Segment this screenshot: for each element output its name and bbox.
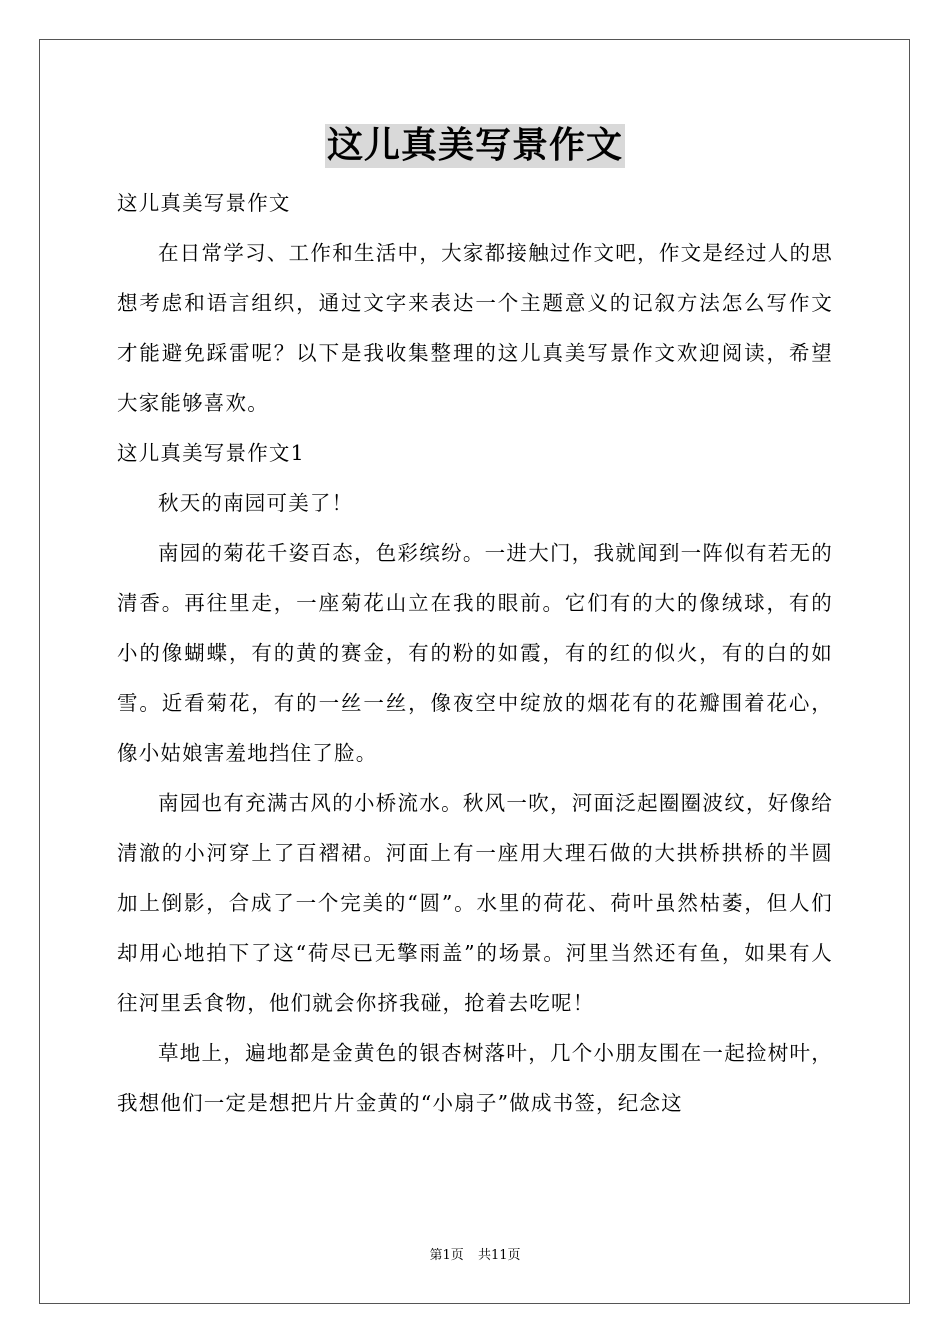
page-total: 共11页 xyxy=(477,1248,521,1263)
paragraph-intro: 在日常学习、工作和生活中，大家都接触过作文吧，作文是经过人的思想考虑和语言组织，通过文字来表达一个主题意义的记叙方法怎么写作文才能避免踩雷呢？以下是我收集整理的这儿真美写景作文欢迎阅读，希望大家能够喜欢。 xyxy=(117,241,833,415)
document-title: 这儿真美写景作文 xyxy=(326,125,623,166)
section-heading: 这儿真美写景作文1 xyxy=(117,441,305,465)
title-container xyxy=(0,124,950,168)
page-number: 第1页 xyxy=(429,1248,464,1263)
paragraph-subtitle: 这儿真美写景作文 xyxy=(117,191,291,215)
document-body xyxy=(117,178,833,1128)
paragraph: 秋天的南园可美了！ xyxy=(158,491,354,515)
page-footer xyxy=(0,1247,950,1265)
paragraph: 南园的菊花千姿百态，色彩缤纷。一进大门，我就闻到一阵似有若无的清香。再往里走，一座菊花山立在我的眼前。它们有的大的像绒球，有的小的像蝴蝶，有的黄的赛金，有的粉的如霞，有的红的似火，有的白的如雪。近看菊花，有的一丝一丝，像夜空中绽放的烟花有的花瓣围着花心，像小姑娘害羞地挡住了脸。 xyxy=(117,541,833,765)
paragraph: 南园也有充满古风的小桥流水。秋风一吹，河面泛起圈圈波纹，好像给清澈的小河穿上了百褶裙。河面上有一座用大理石做的大拱桥拱桥的半圆加上倒影，合成了一个完美的“圆”。水里的荷花、荷叶虽然枯萎，但人们却用心地拍下了这“荷尽已无擎雨盖”的场景。河里当然还有鱼，如果有人往河里丢食物，他们就会你挤我碰，抢着去吃呢！ xyxy=(117,791,833,1015)
paragraph: 草地上，遍地都是金黄色的银杏树落叶，几个小朋友围在一起捡树叶，我想他们一定是想把片片金黄的“小扇子”做成书签，纪念这 xyxy=(117,1041,833,1115)
